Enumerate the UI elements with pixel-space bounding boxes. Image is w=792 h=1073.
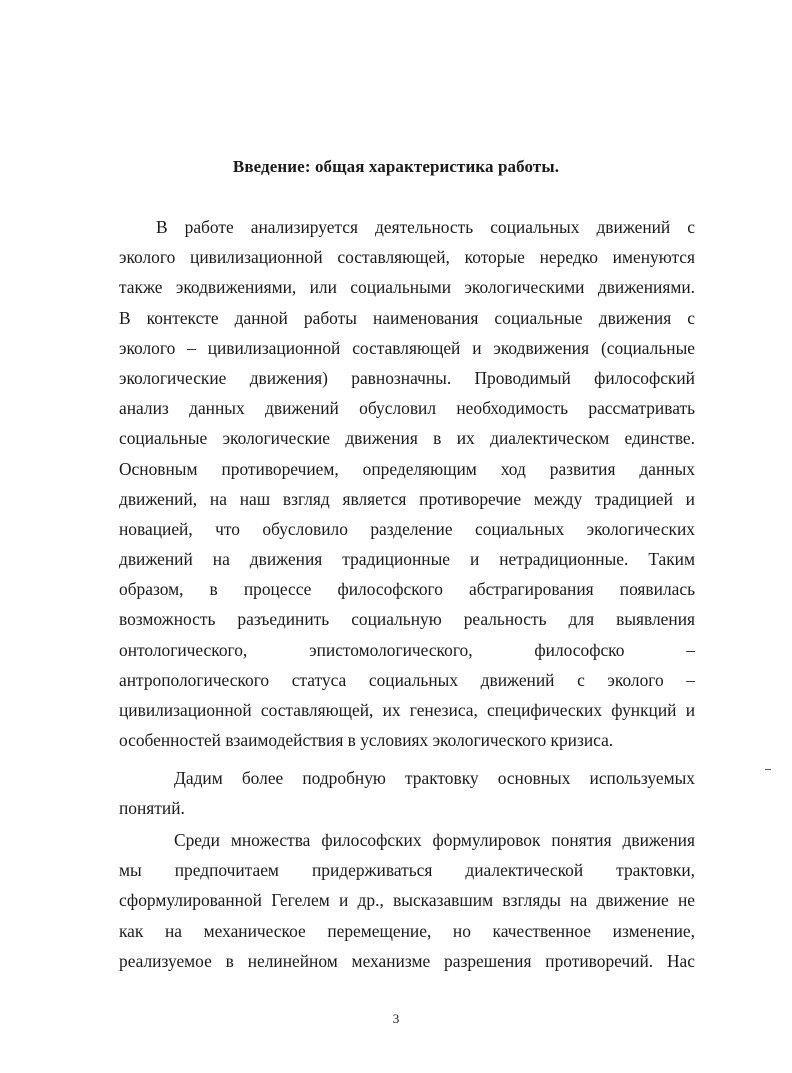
text-line: особенностей взаимодействия в условиях экологического кризиса. xyxy=(119,730,614,751)
text-line: эколого цивилизационной составляющей, которые нередко именуются xyxy=(119,247,695,268)
text-line: как на механическое перемещение, но качественное изменение, xyxy=(119,920,695,941)
text-line: также экодвижениями, или социальными экологическими движениями. xyxy=(119,277,695,298)
text-line: реализуемое в нелинейном механизме разрешения противоречий. Нас xyxy=(119,950,695,971)
text-line: сформулированной Гегелем и др., высказавшим взгляды на движение не xyxy=(119,890,695,911)
text-line: В контексте данной работы наименования социальные движения с xyxy=(119,307,695,328)
page-number: 3 xyxy=(392,1011,400,1026)
section-title: Введение: общая характеристика работы. xyxy=(232,157,560,176)
text-line: Среди множества философских формулировок понятия движения xyxy=(174,830,695,850)
text-line: онтологического, эпистомологического, философско – xyxy=(119,639,695,660)
text-line: эколого – цивилизационной составляющей и экодвижения (социальные xyxy=(119,337,695,358)
text-line: Основным противоречием, определяющим ход развития данных xyxy=(119,458,695,479)
text-line: анализ данных движений обусловил необходимость рассматривать xyxy=(119,398,695,419)
scan-mark xyxy=(765,769,771,770)
text-line: цивилизационной составляющей, их генезиса, специфических функций и xyxy=(119,700,695,720)
text-line: образом, в процессе философского абстрагирования появилась xyxy=(119,579,695,600)
text-line: антропологического статуса социальных движений с эколого – xyxy=(119,669,695,690)
paragraph-2 xyxy=(119,763,695,823)
text-line: мы предпочитаем придерживаться диалектической трактовки, xyxy=(119,860,695,881)
paragraph-1 xyxy=(119,212,695,755)
text-line: возможность разъединить социальную реальность для выявления xyxy=(119,609,695,630)
text-line: новацией, что обусловило разделение социальных экологических xyxy=(119,518,695,539)
text-line: экологические движения) равнозначны. Проводимый философский xyxy=(119,367,695,388)
paragraph-3 xyxy=(119,825,695,976)
text-line: социальные экологические движения в их диалектическом единстве. xyxy=(119,428,695,449)
text-line: движений, на наш взгляд является противоречие между традицией и xyxy=(119,488,695,509)
text-line: В работе анализируется деятельность социальных движений с xyxy=(156,217,695,237)
text-line: Дадим более подробную трактовку основных используемых xyxy=(174,768,695,788)
text-line: понятий. xyxy=(119,798,185,819)
text-line: движений на движения традиционные и нетрадиционные. Таким xyxy=(119,549,695,570)
